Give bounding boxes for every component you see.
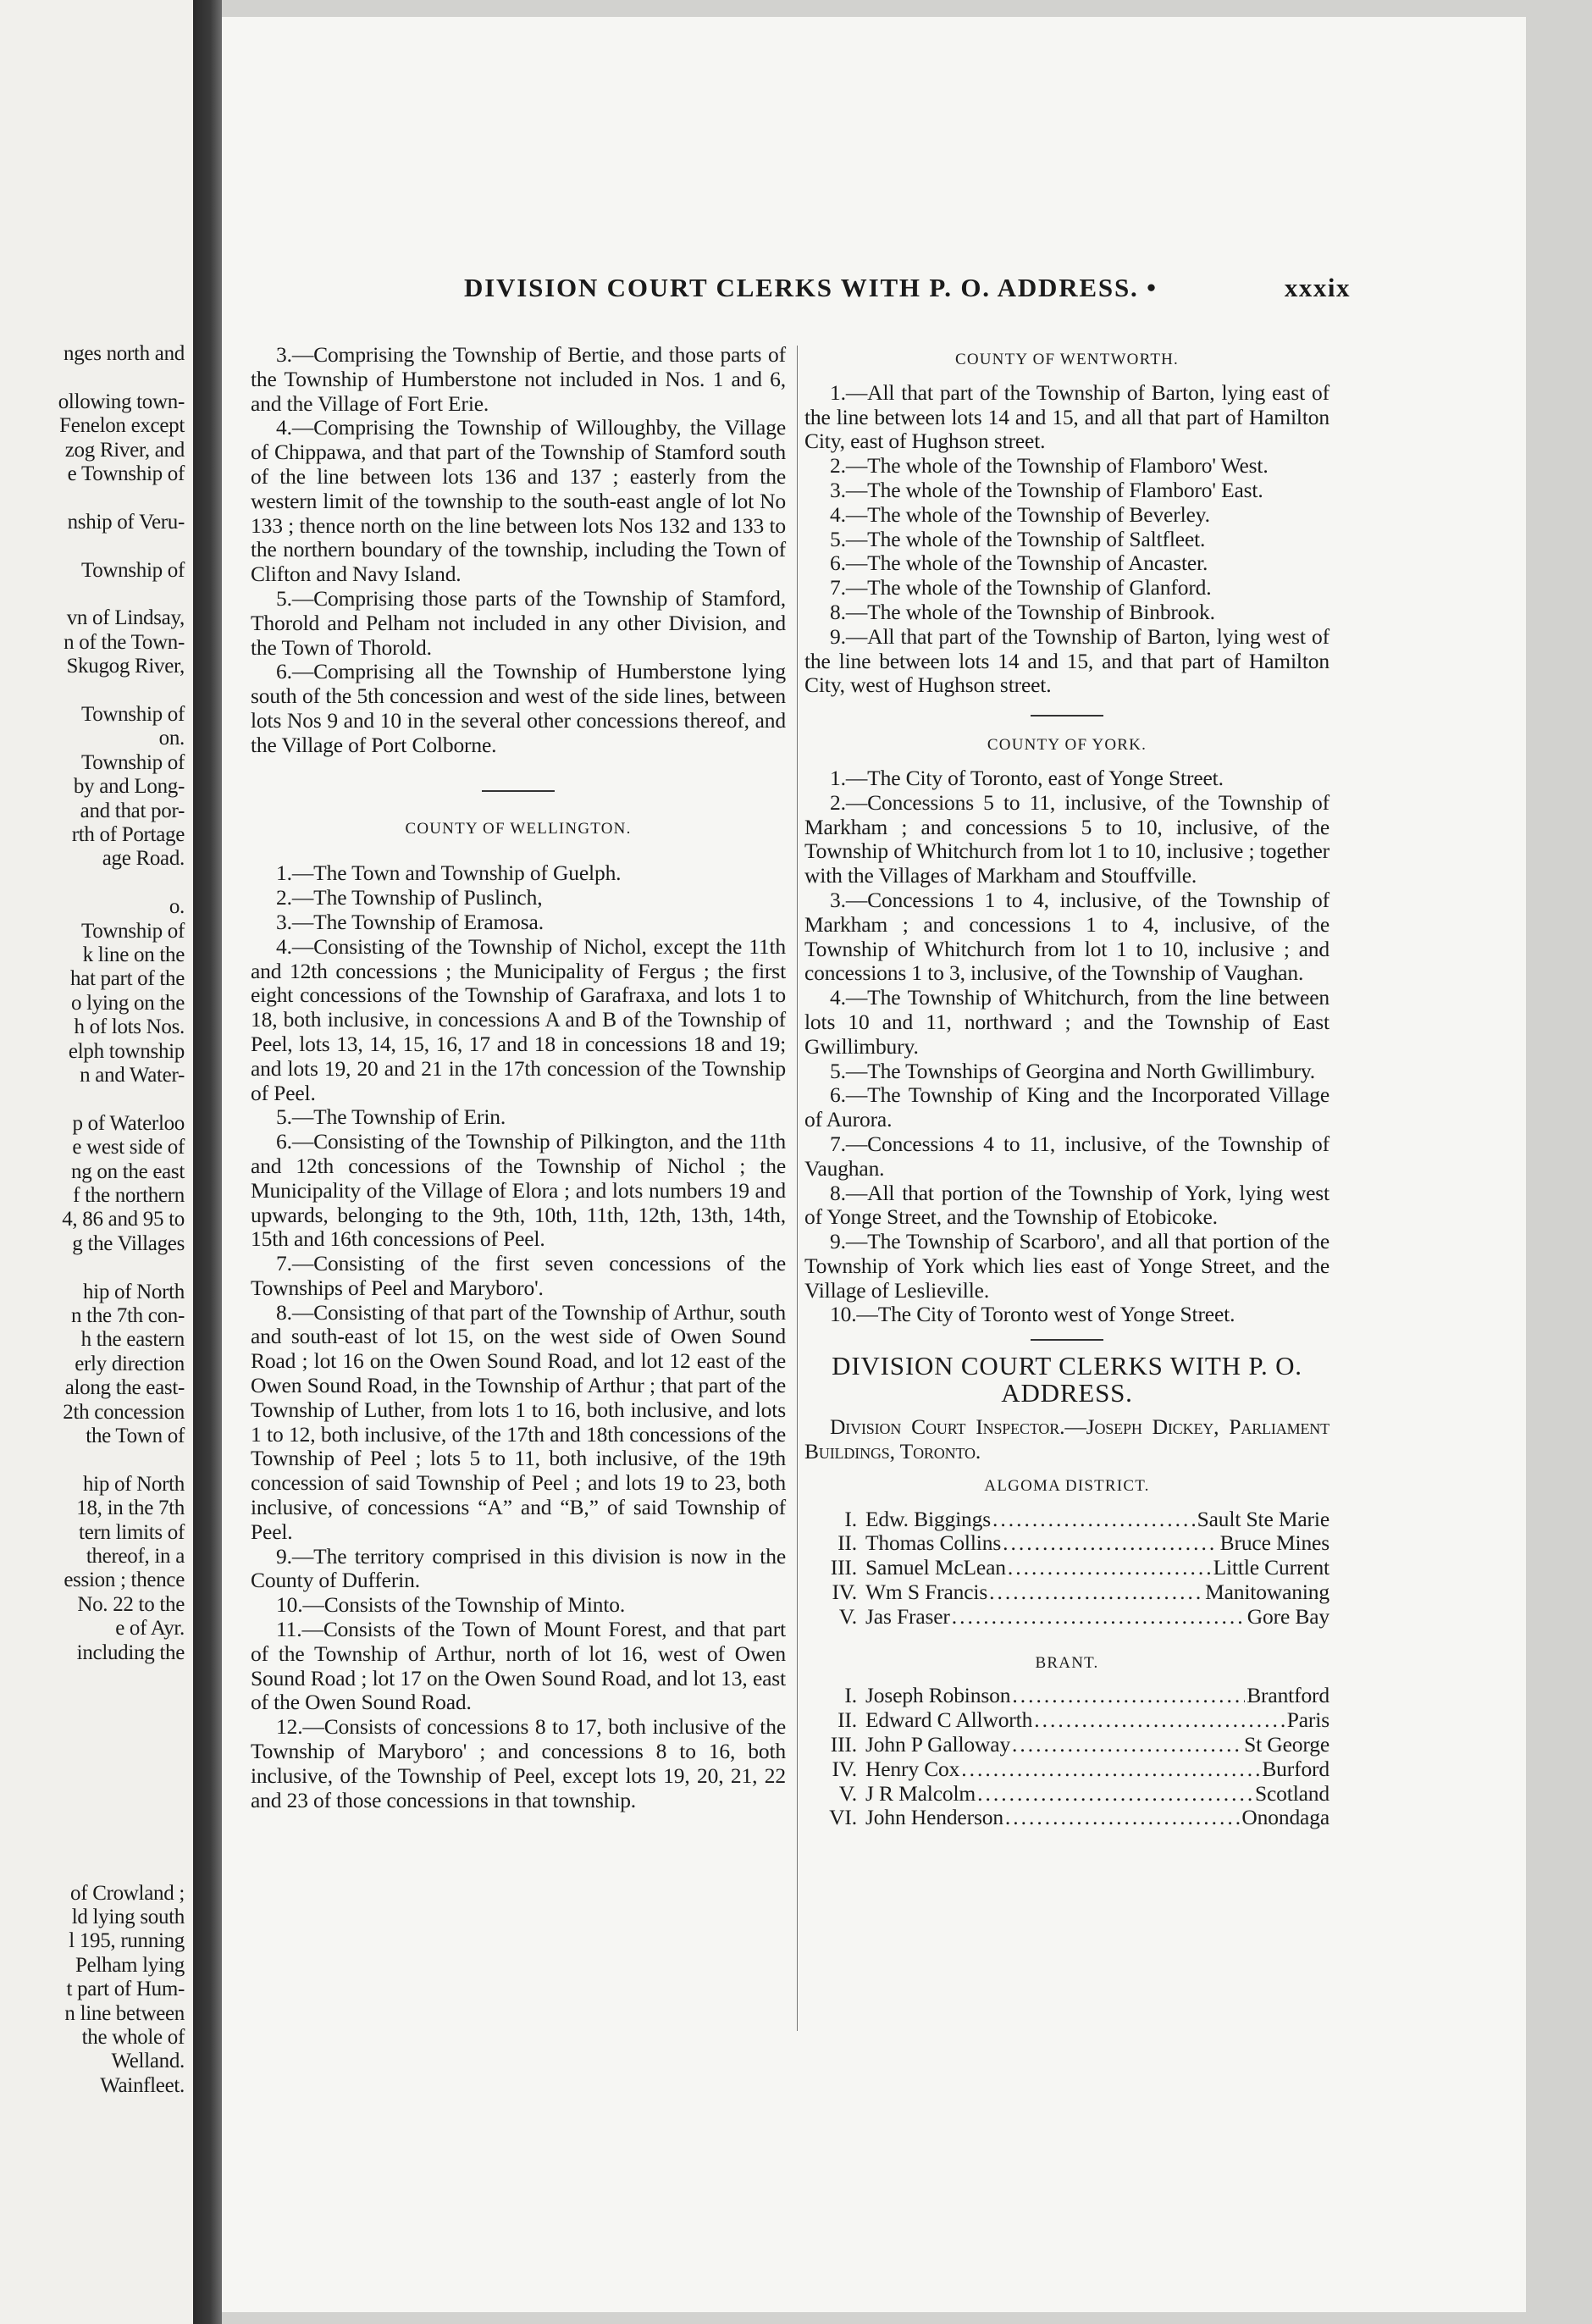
division-entry: 5.—Comprising those parts of the Township of Stamford, Thorold and Pelham not included in any other Division, and the Town of Thorold. xyxy=(251,585,786,660)
fragment-line: ession ; thence xyxy=(64,1569,185,1592)
clerk-name: Samuel McLean xyxy=(865,1555,1006,1580)
brant-clerks xyxy=(804,1684,1329,1830)
fragment-line: Fenelon except xyxy=(59,414,185,438)
clerk-name: John P Galloway xyxy=(865,1732,1011,1757)
leader-dots xyxy=(952,1605,1246,1630)
facing-page-fragment xyxy=(0,0,193,2324)
division-entry: 6.—Consisting of the Township of Pilkington, and the 11th and 12th concessions of the Township of Nichol ; the Municipality of the Village of Elora ; and lots numbers 19 and upwards, belonging to the 9th, 10th, 11th, 12th, 13th, 14th, 15th and 16th concessions of Peel. xyxy=(251,1129,786,1252)
division-entry: 7.—Consisting of the first seven concessions of the Townships of Peel and Maryboro'. xyxy=(251,1251,786,1300)
brant-heading: BRANT. xyxy=(1035,1653,1099,1672)
leader-dots xyxy=(1005,1806,1240,1830)
fragment-line: k line on the xyxy=(82,943,185,966)
division-entry: 7.—The whole of the Township of Glanford. xyxy=(830,575,1212,600)
clerk-division-number: I. xyxy=(844,1506,857,1531)
fragment-line: Township of xyxy=(80,703,185,726)
fragment-line: e of Ayr. xyxy=(115,1617,185,1641)
clerk-post-office: Manitowaning xyxy=(1205,1580,1329,1605)
clerk-row xyxy=(804,1757,1329,1782)
division-entry: 6.—Comprising all the Township of Humberstone lying south of the 5th concession and west of the side lines, between lots Nos 9 and 10 in the several other concessions thereof, and the Village of Port Colborne. xyxy=(251,659,786,757)
clerk-division-number: VI. xyxy=(829,1805,857,1830)
clerk-post-office: Paris xyxy=(1286,1707,1329,1733)
algoma-clerks xyxy=(804,1508,1329,1630)
inspector-text: —Joseph Dickey, Parliament Buildings, Toronto. xyxy=(804,1414,1329,1464)
clerk-post-office: Bruce Mines xyxy=(1219,1530,1329,1556)
leader-dots xyxy=(961,1757,1260,1782)
leader-dots xyxy=(1003,1531,1219,1556)
fragment-line: on. xyxy=(158,727,185,750)
division-entry: 12.—Consists of concessions 8 to 17, both inclusive of the Township of Maryboro' ; and concessions 8 to 16, both inclusive, of the Township of Peel, except lots 19, 20, 21, 22 and 23 of those concessions in that township. xyxy=(251,1714,786,1812)
division-entry: 6.—The Township of King and the Incorporated Village of Aurora. xyxy=(804,1082,1329,1132)
leader-dots xyxy=(1012,1733,1242,1757)
fragment-line: rth of Portage xyxy=(71,823,185,846)
division-entry: 1.—All that part of the Township of Barton, lying east of the line between lots 14 and 15, and all that part of Hamilton City, east of Hughson street. xyxy=(804,379,1329,454)
fragment-line: 18, in the 7th xyxy=(76,1497,185,1520)
clerk-post-office: Sault Ste Marie xyxy=(1197,1506,1329,1531)
division-entry: 9.—The Township of Scarboro', and all that portion of the Township of York which lies east of Yonge Street, and the Village of Leslieville. xyxy=(804,1229,1329,1303)
division-entry: 2.—The whole of the Township of Flamboro' West. xyxy=(830,453,1269,479)
fragment-line: p of Waterloo xyxy=(72,1111,185,1135)
section-rule xyxy=(1031,1339,1103,1341)
fragment-line: g the Villages xyxy=(72,1231,185,1255)
fragment-line: nges north and xyxy=(64,342,185,365)
division-entry: 9.—All that part of the Township of Barton, lying west of the line between lots 14 and 15, and that part of Hamilton City, west of Hughson street. xyxy=(804,623,1329,698)
clerk-row xyxy=(804,1806,1329,1830)
inspector-label: Division Court Inspector. xyxy=(830,1414,1065,1440)
clerk-division-number: IV. xyxy=(832,1756,857,1781)
division-entry: 5.—The whole of the Township of Saltfleet. xyxy=(830,526,1206,551)
book-gutter xyxy=(193,0,222,2324)
section-rule xyxy=(482,790,555,792)
fragment-line: e west side of xyxy=(72,1136,185,1159)
fragment-line: Welland. xyxy=(111,2050,185,2073)
division-entry: 3.—Comprising the Township of Bertie, and those parts of the Township of Humberstone not included in Nos. 1 and 6, and the Village of Fort Erie. xyxy=(251,342,786,416)
clerk-row xyxy=(804,1708,1329,1733)
fragment-line: age Road. xyxy=(102,847,185,871)
leader-dots xyxy=(1012,1684,1245,1708)
clerk-name: Wm S Francis xyxy=(865,1580,988,1605)
division-entry: 3.—The Township of Eramosa. xyxy=(276,909,544,934)
fragment-line: o. xyxy=(169,895,185,919)
fragment-line: and that por- xyxy=(80,799,185,822)
division-entry: 6.—The whole of the Township of Ancaster. xyxy=(830,551,1208,576)
fragment-line: o lying on the xyxy=(71,991,185,1015)
division-entry: 4.—The whole of the Township of Beverley. xyxy=(830,501,1210,527)
leader-dots xyxy=(989,1580,1203,1605)
clerk-name: Henry Cox xyxy=(865,1756,960,1781)
clerk-row xyxy=(804,1508,1329,1532)
fragment-line: the Town of xyxy=(86,1425,185,1447)
fragment-line: Township of xyxy=(80,750,185,774)
fragment-line: Township of xyxy=(80,919,185,943)
division-entry: 2.—Concessions 5 to 11, inclusive, of the Township of Markham ; and concessions 5 to 10, inclusive, of the Township of Whitchurch from lot 1 to 10, inclusive ; together with the Villages of Markham and Stouffville. xyxy=(804,789,1329,888)
clerk-post-office: Little Current xyxy=(1213,1555,1329,1580)
fragment-line: vn of Lindsay, xyxy=(66,606,185,630)
clerk-division-number: V. xyxy=(838,1603,857,1629)
fragment-line: h of lots Nos. xyxy=(74,1015,185,1039)
wentworth-heading: COUNTY OF WENTWORTH. xyxy=(954,351,1180,368)
fragment-line: n of the Town- xyxy=(64,630,185,654)
division-entry: 9.—The territory comprised in this division is now in the County of Dufferin. xyxy=(251,1543,786,1593)
division-entry: 8.—The whole of the Township of Binbrook. xyxy=(830,599,1215,624)
clerks-title: DIVISION COURT CLERKS WITH P. O. ADDRESS. xyxy=(832,1351,1302,1408)
fragment-line: along the east- xyxy=(64,1376,185,1400)
clerk-division-number: III. xyxy=(830,1555,857,1580)
division-entry: 11.—Consists of the Town of Mount Forest, and that part of the Township of Arthur, north of lot 16, west of Owen Sound Road ; lot 17 on the Owen Sound Road, and lot 13, east of the Owen Sound Road. xyxy=(251,1617,786,1715)
clerk-row xyxy=(804,1556,1329,1580)
leader-dots xyxy=(992,1508,1196,1532)
fragment-line: No. 22 to the xyxy=(77,1592,185,1616)
division-entry: 7.—Concessions 4 to 11, inclusive, of the Township of Vaughan. xyxy=(804,1131,1329,1181)
fragment-line: including the xyxy=(76,1641,185,1664)
right-column xyxy=(804,343,1329,1830)
division-entry: 1.—The City of Toronto, east of Yonge Street. xyxy=(830,765,1224,790)
leader-dots xyxy=(977,1782,1253,1807)
division-entry: 4.—The Township of Whitchurch, from the line between lots 10 and 11, northward ; and the Township of East Gwillimbury. xyxy=(804,985,1329,1059)
column-divider xyxy=(797,346,798,2031)
clerk-row xyxy=(804,1605,1329,1630)
clerk-row xyxy=(804,1684,1329,1708)
division-entry: 5.—The Township of Erin. xyxy=(276,1104,506,1130)
running-title: DIVISION COURT CLERKS WITH P. O. ADDRESS. • xyxy=(464,273,1158,302)
clerk-division-number: II. xyxy=(837,1707,857,1733)
fragment-line: tern limits of xyxy=(79,1520,185,1544)
division-entry: 3.—The whole of the Township of Flamboro' East. xyxy=(830,477,1263,502)
clerk-post-office: St George xyxy=(1244,1732,1329,1757)
fragment-line: hip of North xyxy=(83,1472,185,1496)
fragment-line: l 195, running xyxy=(69,1929,185,1953)
clerk-post-office: Onondaga xyxy=(1241,1805,1329,1830)
clerk-name: John Henderson xyxy=(865,1805,1003,1830)
division-entry: 8.—All that portion of the Township of York, lying west of Yonge Street, and the Township of Etobicoke. xyxy=(804,1180,1329,1230)
algoma-heading: ALGOMA DISTRICT. xyxy=(984,1476,1150,1495)
page-header xyxy=(241,273,1351,307)
fragment-line: by and Long- xyxy=(73,775,185,799)
clerk-post-office: Scotland xyxy=(1254,1780,1329,1806)
fragment-line: erly direction xyxy=(75,1352,185,1375)
division-entry: 3.—Concessions 1 to 4, inclusive, of the Township of Markham ; and concessions 1 to 4, inclusive, of the Township of Whitchurch from lot 1 to 10, inclusive ; and concessions 1 to 3, inclusive, of the Township of Vaughan. xyxy=(804,887,1329,986)
fragment-line: nship of Veru- xyxy=(67,510,185,534)
clerk-post-office: Brantford xyxy=(1247,1683,1329,1708)
fragment-line: ng on the east xyxy=(71,1159,185,1183)
division-entry: 5.—The Townships of Georgina and North Gwillimbury. xyxy=(830,1058,1315,1083)
division-entry: 4.—Consisting of the Township of Nichol, except the 11th and 12th concessions ; the Municipality of Fergus ; the first eight concessions of the Township of Garafraxa, and lots 1 to 18, both inclusive, in concessions A and B of the Township of Peel, lots 13, 14, 15, 16, 17 and 18 in concessions 18 and 19; and lots 19, 20 and 21 in the 17th concession of the Township of Peel. xyxy=(251,933,786,1105)
clerk-row xyxy=(804,1531,1329,1556)
fragment-line: ollowing town- xyxy=(58,390,185,413)
fragment-line: Township of xyxy=(80,558,185,582)
clerk-name: Edw. Biggings xyxy=(865,1506,991,1531)
clerk-name: Jas Fraser xyxy=(865,1603,950,1629)
fragment-line: n line between xyxy=(64,2001,185,2025)
wellington-heading: COUNTY OF WELLINGTON. xyxy=(405,819,632,838)
fragment-line: Wainfleet. xyxy=(100,2073,185,2097)
fragment-line: 2th concession xyxy=(63,1400,185,1424)
fragment-line: ld lying south xyxy=(71,1906,185,1928)
clerk-name: Joseph Robinson xyxy=(865,1683,1011,1708)
fragment-line: t part of Hum- xyxy=(66,1978,185,2001)
clerk-row xyxy=(804,1580,1329,1605)
leader-dots xyxy=(1008,1556,1212,1580)
division-entry: 10.—Consists of the Township of Minto. xyxy=(276,1592,626,1618)
clerk-post-office: Burford xyxy=(1262,1756,1329,1781)
fragment-line: the whole of xyxy=(81,2026,185,2049)
clerk-post-office: Gore Bay xyxy=(1247,1603,1329,1629)
fragment-line: h the eastern xyxy=(80,1328,185,1352)
fragment-line: zog River, and xyxy=(64,438,185,462)
clerk-division-number: I. xyxy=(844,1683,857,1708)
inspector-line xyxy=(804,1415,1329,1464)
fragment-line: hat part of the xyxy=(69,967,185,991)
fragment-line: f the northern xyxy=(73,1184,185,1207)
welland-divisions xyxy=(251,343,786,758)
clerk-row xyxy=(804,1733,1329,1757)
left-column xyxy=(251,343,786,1812)
york-divisions xyxy=(804,766,1329,1327)
division-entry: 8.—Consisting of that part of the Township of Arthur, south and south-east of lot 15, on the west side of Owen Sound Road ; lot 16 on the Owen Sound Road, and lot 12 east of the Owen Sound Road, in the Township of Arthur ; that part of the Township of Luther, from lots 1 to 16, both inclusive, and lots 1 to 12, both inclusive, of the 17th and 18th concessions of the Township of Peel ; lots 5 to 11, both inclusive, of the 19th concession of said Township of Peel ; and lots 19 to 23, both inclusive, of concessions “A” and “B,” of said Township of Peel. xyxy=(251,1299,786,1544)
clerk-division-number: IV. xyxy=(832,1580,857,1605)
clerk-name: Edward C Allworth xyxy=(865,1707,1033,1733)
division-entry: 1.—The Town and Township of Guelph. xyxy=(276,860,622,886)
fragment-line: e Township of xyxy=(67,462,185,485)
clerk-row xyxy=(804,1782,1329,1807)
wentworth-divisions xyxy=(804,381,1329,698)
fragment-line: of Crowland ; xyxy=(70,1881,185,1905)
fragment-line: hip of North xyxy=(83,1280,185,1303)
clerk-name: Thomas Collins xyxy=(865,1530,1002,1556)
division-entry: 2.—The Township of Puslinch, xyxy=(276,885,543,910)
fragment-line: n the 7th con- xyxy=(71,1304,185,1327)
section-rule xyxy=(1031,715,1103,717)
clerk-division-number: II. xyxy=(837,1530,857,1556)
clerk-division-number: V. xyxy=(838,1780,857,1806)
clerk-name: J R Malcolm xyxy=(865,1780,976,1806)
fragment-line: 4, 86 and 95 to xyxy=(62,1208,185,1231)
page-number: xxxix xyxy=(1284,273,1351,302)
division-entry: 10.—The City of Toronto west of Yonge Street. xyxy=(830,1302,1235,1327)
fragment-line: n and Water- xyxy=(80,1064,185,1087)
fragment-line: thereof, in a xyxy=(86,1545,185,1568)
fragment-line: elph township xyxy=(68,1039,185,1063)
york-heading: COUNTY OF YORK. xyxy=(987,736,1147,755)
clerk-division-number: III. xyxy=(830,1732,857,1757)
fragment-line: Pelham lying xyxy=(75,1953,185,1977)
leader-dots xyxy=(1034,1708,1285,1733)
wellington-divisions xyxy=(251,861,786,1812)
division-entry: 4.—Comprising the Township of Willoughby, the Village of Chippawa, and that part of the Township of Stamford south of the line between lots 136 and 137 ; easterly from the western limit of the township to the south-east angle of lot No 133 ; thence north on the line between lots Nos 132 and 133 to the northern boundary of the township, including the Town of Clifton and Navy Island. xyxy=(251,415,786,587)
fragment-line: Skugog River, xyxy=(66,655,185,678)
